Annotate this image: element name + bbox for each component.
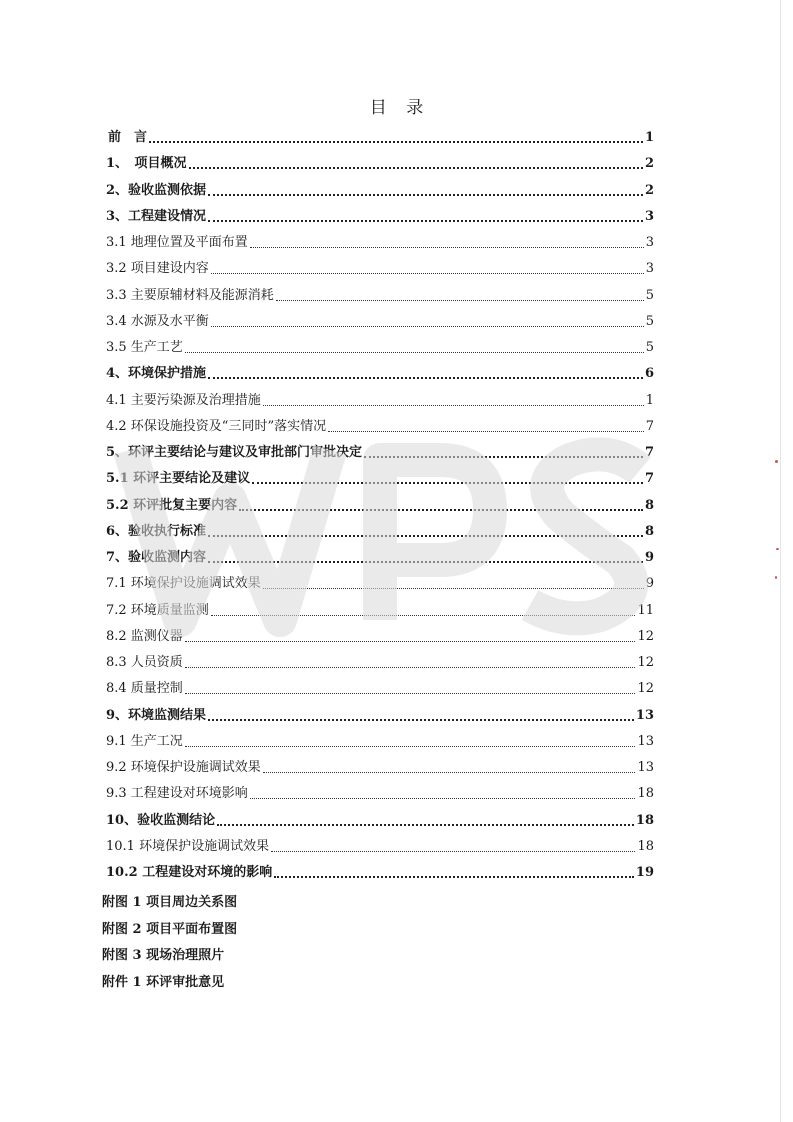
toc-page-number: 12 xyxy=(637,628,654,644)
toc-entry-label: 9.3 工程建设对环境影响 xyxy=(106,786,248,802)
toc-entry[interactable] xyxy=(106,756,654,776)
toc-entry[interactable] xyxy=(106,179,654,199)
toc-entry-label: 5、环评主要结论与建议及审批部门审批决定 xyxy=(106,445,363,460)
toc-page-number: 2 xyxy=(644,156,654,172)
toc-page-number: 3 xyxy=(645,261,654,277)
toc-page-number: 1 xyxy=(645,392,654,408)
toc-entry[interactable] xyxy=(108,126,654,146)
toc-entry-label: 3.2 项目建设内容 xyxy=(106,261,209,277)
toc-entry[interactable] xyxy=(106,362,654,382)
toc-leader-dots xyxy=(185,352,644,353)
toc-leader-dots xyxy=(217,824,634,826)
toc-entry[interactable] xyxy=(106,257,654,277)
toc-entry[interactable] xyxy=(106,389,654,409)
toc-leader-dots xyxy=(208,719,634,721)
appendix-item[interactable]: 附图 3 现场治理照片 xyxy=(102,948,225,963)
toc-entry-label: 5.2 环评批复主要内容 xyxy=(106,497,238,513)
toc-entry-label: 4、环境保护措施 xyxy=(106,366,207,382)
appendix-item[interactable]: 附件 1 环评审批意见 xyxy=(102,974,225,990)
toc-entry-label: 6、验收执行标准 xyxy=(106,523,207,539)
toc-leader-dots xyxy=(208,561,643,563)
toc-page-number: 3 xyxy=(644,208,654,224)
toc-page-number: 18 xyxy=(637,838,654,854)
toc-entry[interactable] xyxy=(106,494,654,514)
toc-entry[interactable] xyxy=(106,704,654,724)
toc-entry-label: 9.1 生产工况 xyxy=(106,733,183,749)
toc-entry[interactable] xyxy=(106,310,654,330)
ink-speck xyxy=(775,576,777,579)
toc-page-number: 13 xyxy=(635,707,654,723)
toc-entry-label: 3.1 地理位置及平面布置 xyxy=(106,235,248,250)
toc-leader-dots xyxy=(208,194,643,196)
toc-leader-dots xyxy=(149,141,643,143)
toc-entry-label: 8.2 监测仪器 xyxy=(106,628,183,644)
toc-page-number: 3 xyxy=(645,235,654,250)
toc-leader-dots xyxy=(208,535,643,537)
toc-page-number: 18 xyxy=(635,812,654,828)
toc-leader-dots xyxy=(185,667,636,668)
toc-entry[interactable] xyxy=(106,809,654,829)
toc-entry-label: 3.4 水源及水平衡 xyxy=(106,313,209,329)
toc-entry-label: 9、环境监测结果 xyxy=(106,707,207,723)
toc-entry[interactable] xyxy=(106,336,654,356)
toc-page-number: 9 xyxy=(645,576,654,592)
toc-entry[interactable] xyxy=(106,152,654,172)
toc-entry-label: 10.1 环境保护设施调试效果 xyxy=(106,838,270,854)
toc-entry-label: 5.1 环评主要结论及建议 xyxy=(106,471,251,487)
toc-leader-dots xyxy=(185,693,636,694)
toc-page-number: 1 xyxy=(644,130,654,145)
toc-entry[interactable] xyxy=(106,205,654,225)
toc-leader-dots xyxy=(208,377,643,379)
toc-page-number: 12 xyxy=(637,655,654,670)
toc-leader-dots xyxy=(274,876,634,878)
toc-leader-dots xyxy=(208,220,643,222)
toc-leader-dots xyxy=(364,456,643,458)
ink-speck xyxy=(775,460,778,463)
toc-entry-label: 10、验收监测结论 xyxy=(106,812,216,828)
toc-entry-label: 9.2 环境保护设施调试效果 xyxy=(106,760,261,775)
toc-leader-dots xyxy=(250,247,644,248)
toc-leader-dots xyxy=(211,273,644,274)
toc-page-number: 2 xyxy=(644,182,654,198)
toc-entry-label: 3.5 生产工艺 xyxy=(106,340,183,355)
toc-page-number: 5 xyxy=(645,313,654,329)
toc-page-number: 8 xyxy=(644,497,654,513)
toc-entry-label: 8.3 人员资质 xyxy=(106,655,183,670)
toc-entry[interactable] xyxy=(106,415,654,435)
toc-entry[interactable] xyxy=(106,782,654,802)
toc-page-number: 13 xyxy=(637,760,654,775)
toc-leader-dots xyxy=(211,615,636,616)
toc-leader-dots xyxy=(185,641,636,642)
toc-page-number: 11 xyxy=(637,602,654,618)
page-edge-line xyxy=(780,0,781,1122)
page-title: 目 录 xyxy=(369,98,424,118)
toc-page-number: 7 xyxy=(645,418,654,434)
toc-entry[interactable] xyxy=(106,599,654,619)
toc-entry-label: 4.1 主要污染源及治理措施 xyxy=(106,392,261,408)
toc-entry-label: 8.4 质量控制 xyxy=(106,681,183,697)
toc-leader-dots xyxy=(276,300,644,301)
toc-entry[interactable] xyxy=(106,625,654,645)
appendix-item[interactable]: 附图 2 项目平面布置图 xyxy=(102,921,238,937)
toc-page-number: 9 xyxy=(644,550,654,565)
toc-entry-label: 4.2 环保设施投资及“三同时”落实情况 xyxy=(106,418,327,434)
toc-leader-dots xyxy=(263,772,636,773)
toc-leader-dots xyxy=(263,588,644,589)
toc-leader-dots xyxy=(328,431,644,432)
ink-speck xyxy=(776,548,779,550)
appendix-item[interactable]: 附图 1 项目周边关系图 xyxy=(102,895,238,910)
toc-page-number: 5 xyxy=(645,340,654,355)
toc-page-number: 7 xyxy=(644,471,654,487)
toc-leader-dots xyxy=(189,167,643,169)
toc-page-number: 12 xyxy=(637,681,654,697)
toc-entry-label: 10.2 工程建设对环境的影响 xyxy=(106,865,273,880)
toc-leader-dots xyxy=(250,798,636,799)
toc-entry[interactable] xyxy=(106,546,654,566)
toc-entry-label: 7、验收监测内容 xyxy=(106,550,207,565)
toc-leader-dots xyxy=(185,746,636,747)
toc-page-number: 18 xyxy=(637,786,654,802)
toc-entry[interactable] xyxy=(106,835,654,855)
toc-entry-label: 3、工程建设情况 xyxy=(106,208,207,224)
toc-leader-dots xyxy=(252,482,643,484)
toc-page-number: 13 xyxy=(637,733,654,749)
toc-page-number: 5 xyxy=(645,287,654,303)
toc-entry[interactable] xyxy=(106,677,654,697)
toc-page-number: 7 xyxy=(644,445,654,460)
toc-leader-dots xyxy=(211,326,644,327)
toc-entry-label: 前 言 xyxy=(108,130,148,145)
toc-leader-dots xyxy=(271,851,635,852)
toc-entry-label: 7.2 环境质量监测 xyxy=(106,602,209,618)
toc-leader-dots xyxy=(239,509,643,511)
toc-page-number: 19 xyxy=(635,865,654,880)
toc-entry[interactable] xyxy=(106,441,654,461)
toc-entry[interactable] xyxy=(106,572,654,592)
toc-entry[interactable] xyxy=(106,284,654,304)
toc-page-number: 8 xyxy=(644,523,654,539)
toc-entry[interactable] xyxy=(106,520,654,540)
toc-entry-label: 2、验收监测依据 xyxy=(106,182,207,198)
toc-entry-label: 7.1 环境保护设施调试效果 xyxy=(106,576,261,592)
toc-entry[interactable] xyxy=(106,467,654,487)
toc-entry-label: 3.3 主要原辅材料及能源消耗 xyxy=(106,287,274,303)
toc-entry-label: 1、 项目概况 xyxy=(106,156,187,172)
toc-entry[interactable] xyxy=(106,231,654,251)
toc-entry[interactable] xyxy=(106,651,654,671)
toc-entry[interactable] xyxy=(106,861,654,881)
toc-leader-dots xyxy=(263,405,644,406)
toc-page-number: 6 xyxy=(644,366,654,382)
toc-entry[interactable] xyxy=(106,730,654,750)
